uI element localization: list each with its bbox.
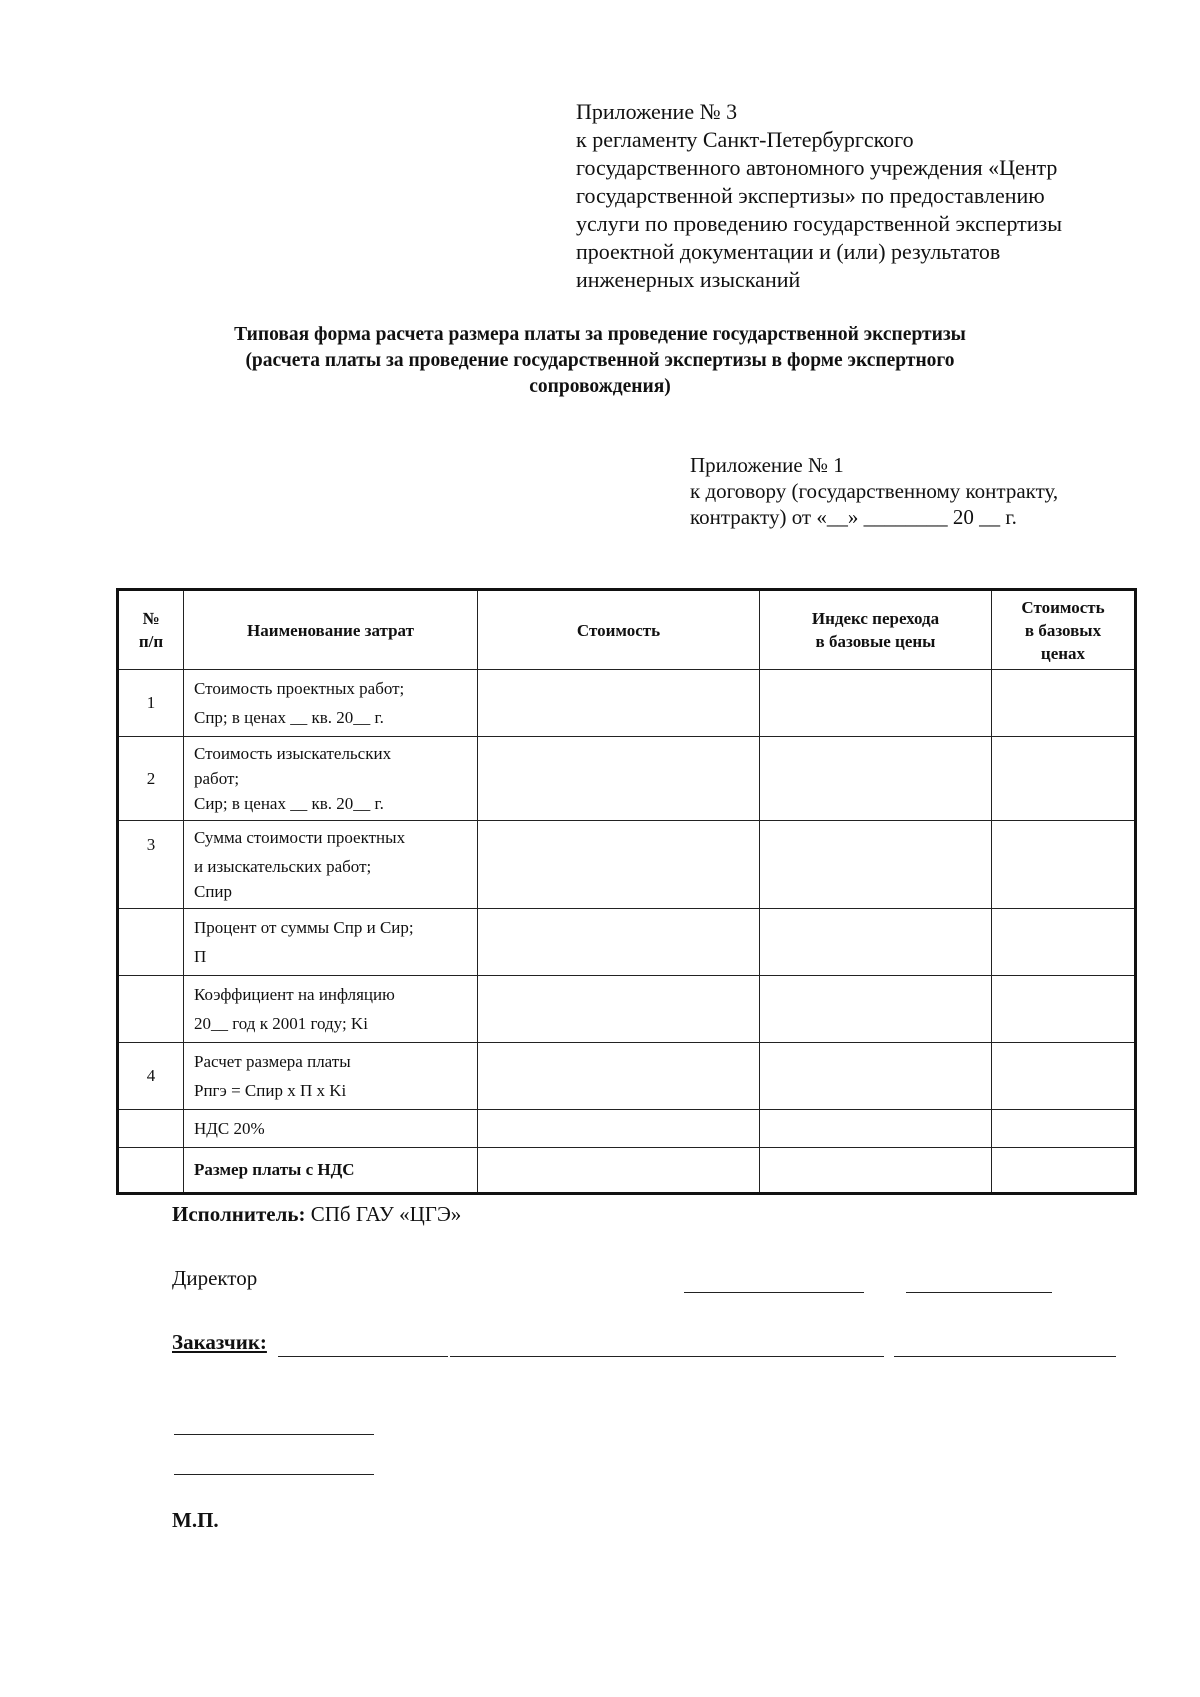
row-number: [118, 1110, 184, 1148]
row-name: Стоимость изыскательских работ; Сир; в ценах __ кв. 20__ г.: [184, 737, 478, 821]
base-cost-cell[interactable]: [992, 909, 1136, 976]
cost-cell[interactable]: [478, 1110, 760, 1148]
director-name-line[interactable]: [906, 1292, 1052, 1293]
table-row: [118, 1043, 1136, 1110]
annex-line: к регламенту Санкт-Петербургского: [576, 127, 914, 152]
index-cell[interactable]: [760, 670, 992, 737]
title-line: сопровождения): [529, 376, 671, 397]
index-cell[interactable]: [760, 976, 992, 1043]
annex-line: услуги по проведению государственной экспертизы: [576, 211, 1063, 236]
cost-cell[interactable]: [478, 737, 760, 821]
row-number: 1: [118, 670, 184, 737]
base-cost-cell[interactable]: [992, 1148, 1136, 1194]
annex-line: инженерных изысканий: [576, 267, 801, 292]
executor-label: Исполнитель:: [172, 1202, 306, 1226]
table-row: [118, 670, 1136, 737]
table-row: [118, 909, 1136, 976]
index-cell[interactable]: [760, 909, 992, 976]
row-number: 4: [118, 1043, 184, 1110]
base-cost-cell[interactable]: [992, 821, 1136, 909]
cost-cell[interactable]: [478, 909, 760, 976]
form-title: [150, 322, 1050, 400]
header-cost-name: Наименование затрат: [184, 590, 478, 670]
base-cost-cell[interactable]: [992, 1110, 1136, 1148]
header-base-cost: Стоимость в базовых ценах: [992, 590, 1136, 670]
row-number: [118, 976, 184, 1043]
base-cost-cell[interactable]: [992, 670, 1136, 737]
cost-cell[interactable]: [478, 821, 760, 909]
executor-value: СПб ГАУ «ЦГЭ»: [305, 1202, 462, 1226]
customer-label: Заказчик:: [172, 1330, 267, 1354]
row-name: Размер платы с НДС: [184, 1148, 478, 1194]
header-cost: Стоимость: [478, 590, 760, 670]
cost-cell[interactable]: [478, 1148, 760, 1194]
cost-cell[interactable]: [478, 1043, 760, 1110]
annex-1-header: [690, 452, 1058, 530]
table-row: [118, 1110, 1136, 1148]
cost-cell[interactable]: [478, 976, 760, 1043]
annex-line: Приложение № 1: [690, 453, 844, 477]
annex-3-header: [576, 98, 1062, 294]
header-index: Индекс перехода в базовые цены: [760, 590, 992, 670]
director-signature-line[interactable]: [684, 1292, 864, 1293]
annex-line: государственной экспертизы» по предоставлению: [576, 183, 1045, 208]
annex-line: к договору (государственному контракту,: [690, 479, 1059, 503]
index-cell[interactable]: [760, 1043, 992, 1110]
signature-line[interactable]: [174, 1474, 374, 1475]
row-number: [118, 1148, 184, 1194]
row-name: Стоимость проектных работ; Спр; в ценах __ кв. 20__ г.: [184, 670, 478, 737]
base-cost-cell[interactable]: [992, 737, 1136, 821]
base-cost-cell[interactable]: [992, 976, 1136, 1043]
row-name: НДС 20%: [184, 1110, 478, 1148]
annex-line: контракту) от «__» ________ 20 __ г.: [690, 505, 1017, 529]
row-number: 2: [118, 737, 184, 821]
director-label: Директор: [172, 1266, 258, 1290]
signature-line[interactable]: [174, 1434, 374, 1435]
table-row: [118, 976, 1136, 1043]
annex-line: проектной документации и (или) результатов: [576, 239, 1001, 264]
row-number: 3: [118, 821, 184, 909]
title-line: (расчета платы за проведение государственной экспертизы в форме экспертного: [245, 350, 955, 371]
index-cell[interactable]: [760, 1110, 992, 1148]
table-header-row: [118, 590, 1136, 670]
annex-line: Приложение № 3: [576, 99, 738, 124]
title-line: Типовая форма расчета размера платы за проведение государственной экспертизы: [234, 324, 966, 345]
index-cell[interactable]: [760, 737, 992, 821]
stamp-place-label: М.П.: [172, 1508, 219, 1532]
index-cell[interactable]: [760, 1148, 992, 1194]
row-name: Расчет размера платы Рпгэ = Спир х П х Ki: [184, 1043, 478, 1110]
row-number: [118, 909, 184, 976]
cost-calculation-table: [116, 588, 1137, 1195]
header-number: № п/п: [118, 590, 184, 670]
table-row: [118, 737, 1136, 821]
row-name: Сумма стоимости проектных и изыскательских работ; Спир: [184, 821, 478, 909]
row-name: Процент от суммы Спр и Сир; П: [184, 909, 478, 976]
customer-details-line[interactable]: [450, 1356, 884, 1357]
customer-signature-line[interactable]: [894, 1356, 1116, 1357]
cost-cell[interactable]: [478, 670, 760, 737]
annex-line: государственного автономного учреждения «Центр: [576, 155, 1058, 180]
table-row: [118, 821, 1136, 909]
executor-line: [172, 1202, 461, 1227]
table-row: [118, 1148, 1136, 1194]
index-cell[interactable]: [760, 821, 992, 909]
base-cost-cell[interactable]: [992, 1043, 1136, 1110]
customer-name-line[interactable]: [278, 1356, 448, 1357]
row-name: Коэффициент на инфляцию 20__ год к 2001 году; Ki: [184, 976, 478, 1043]
